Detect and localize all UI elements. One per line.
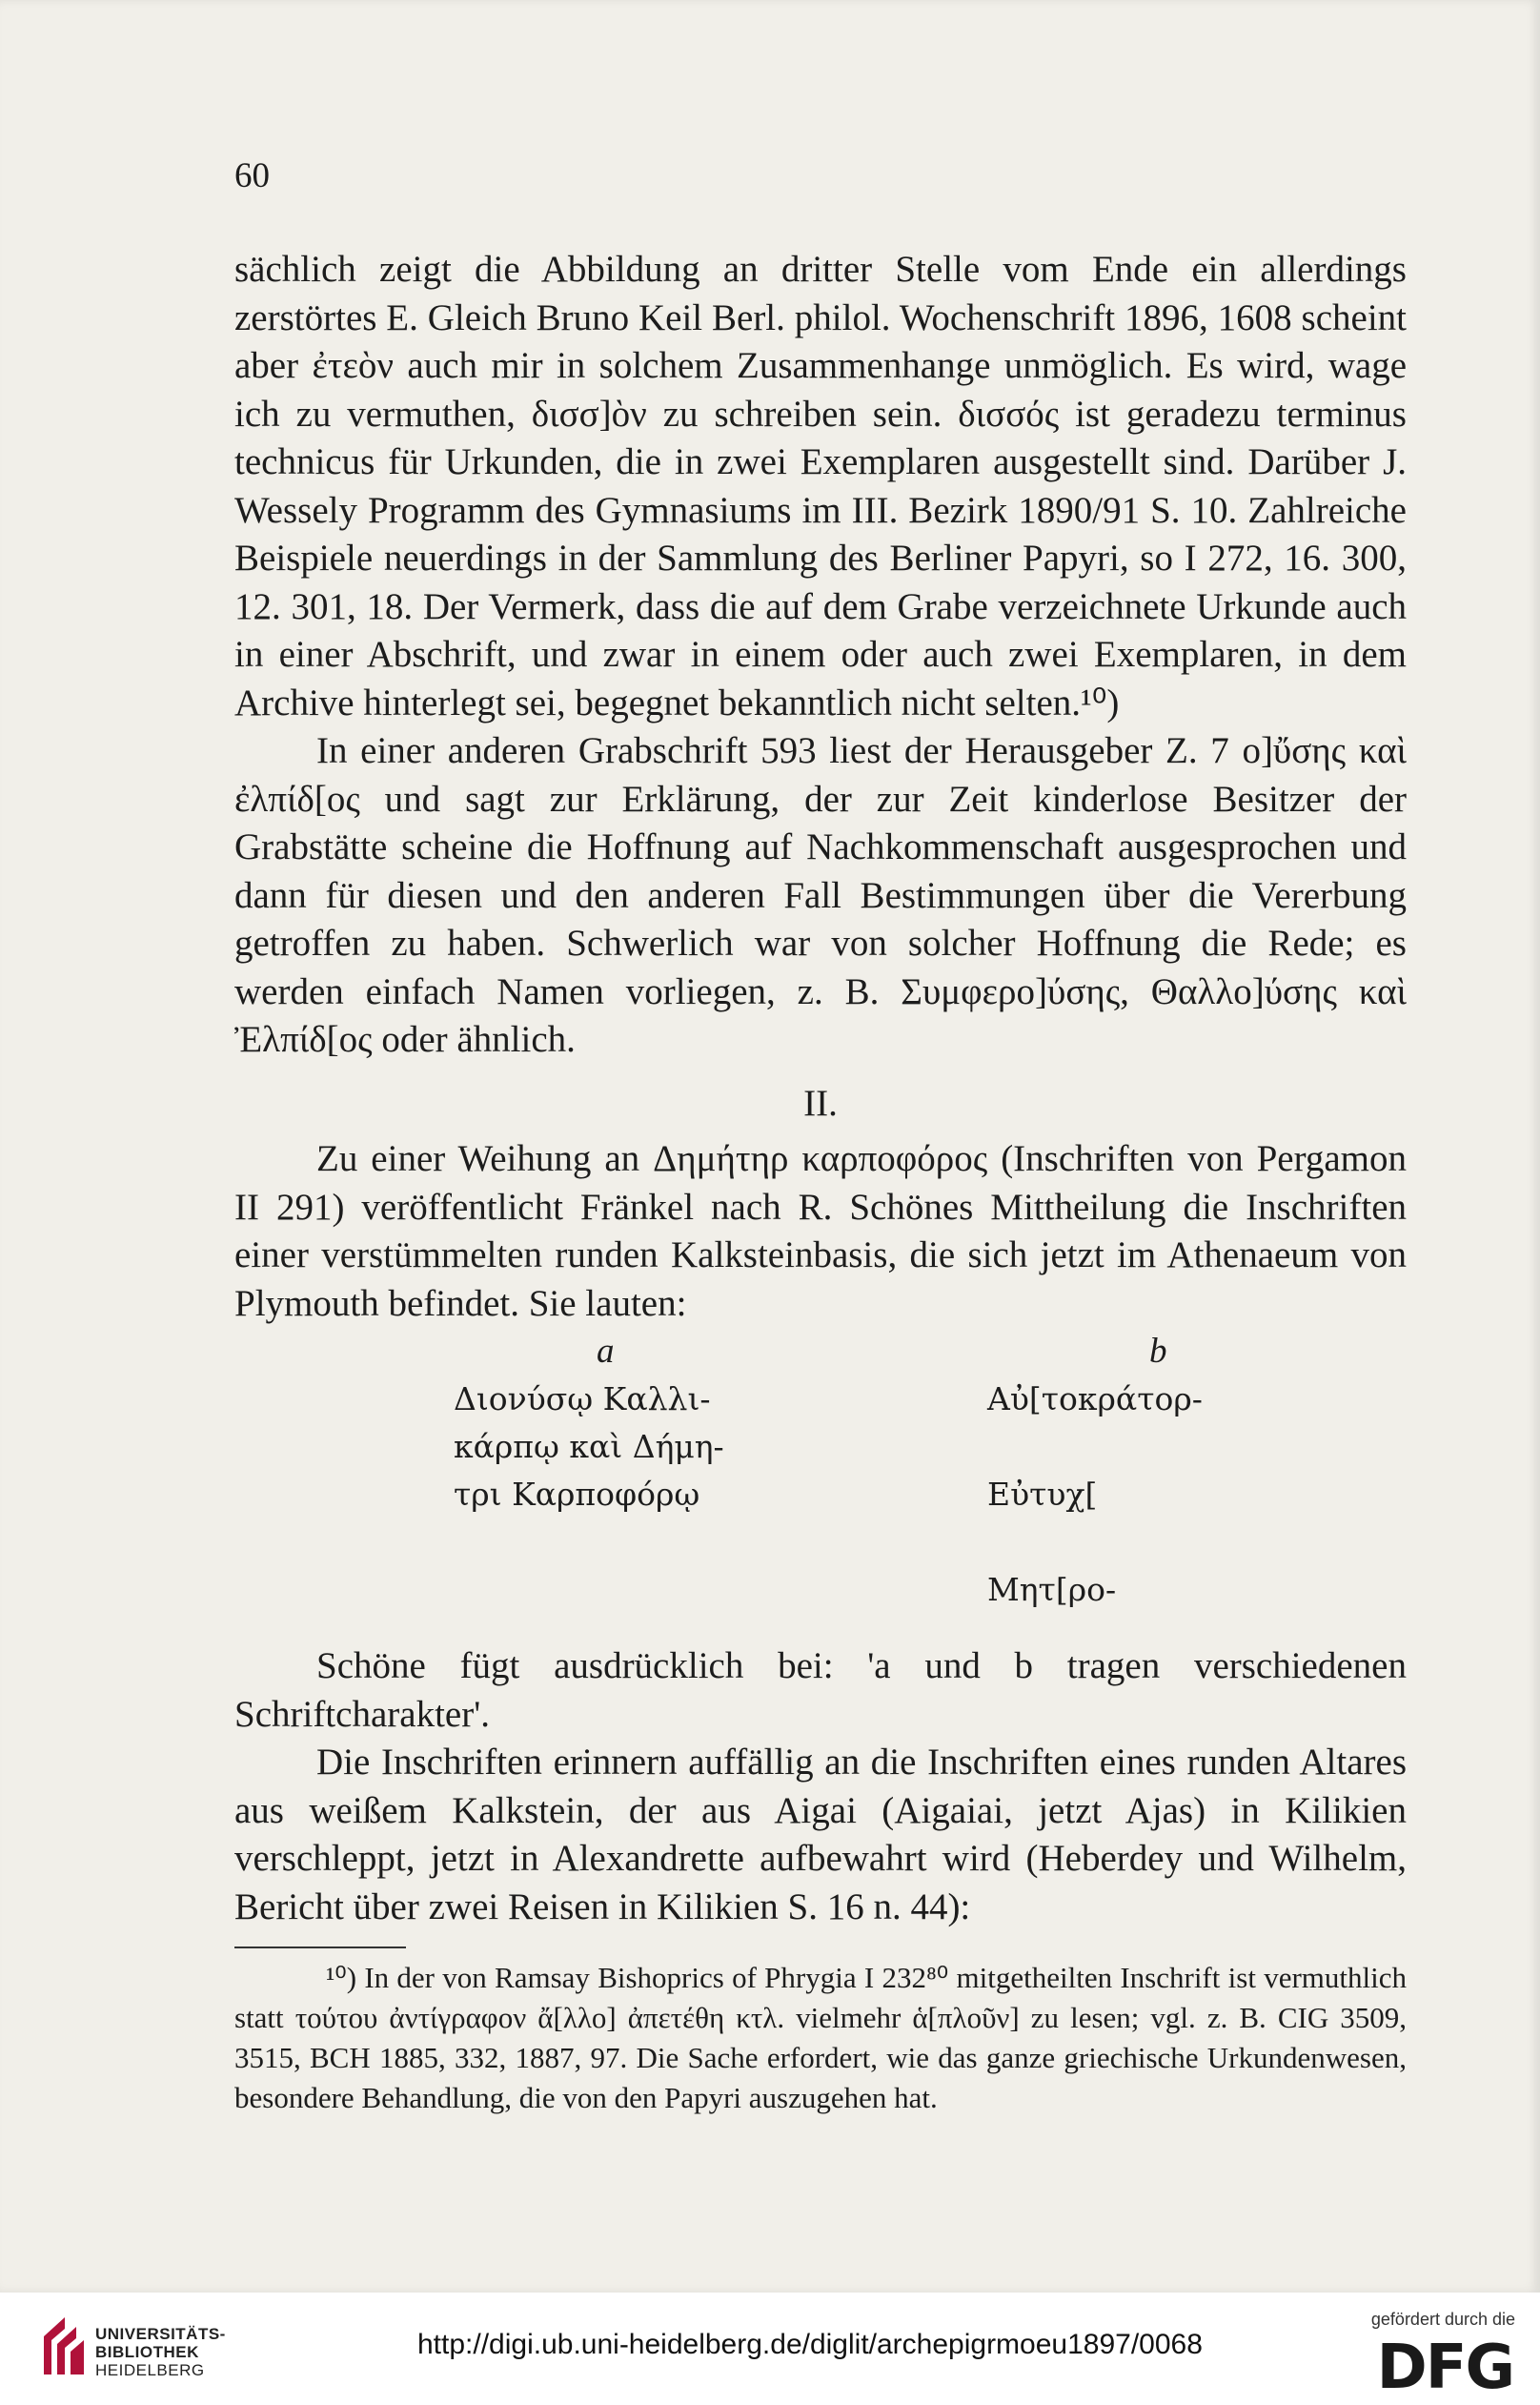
inscription-a-line: τρι Καρποφόρῳ <box>454 1476 700 1513</box>
paragraph-schoene: Schöne fügt ausdrücklich bei: 'a und b tragen verschiedenen Schriftcharakter'. <box>234 1645 1407 1735</box>
inscription-b-line: Εὐτυχ[ <box>987 1476 1098 1513</box>
library-logo-icon <box>38 2312 88 2378</box>
library-name: UNIVERSITÄTS- BIBLIOTHEK HEIDELBERG <box>95 2325 226 2379</box>
inscription-a <box>454 1328 724 1518</box>
inscription-block <box>234 1328 1407 1642</box>
paragraph-1: sächlich zeigt die Abbildung an dritter Stelle vom Ende ein allerdings zerstörtes E. Gleich Bruno Keil Berl. philol. Wochenschrift 1896, 1608 scheint aber ἐτεὸν auch mir in solchem Zusammenhange unmöglich. Es wird, wage ich zu vermuthen, δισσ]ὸν zu schreiben sein. δισσός ist geradezu terminus technicus für Urkunden, die in zwei Exemplaren ausgestellt sind. Darüber J. Wessely Programm des Gymnasiums im III. Bezirk 1890/91 S. 10. Zahlreiche Beispiele neuerdings in der Sammlung des Berliner Papyri, so I 272, 16. 300, 12. 301, 18. Der Vermerk, dass die auf dem Grabe verzeichnete Urkunde auch in einer Abschrift, und zwar in einem oder auch zwei Exemplaren, in dem Archive hinterlegt sei, begegnet bekanntlich nicht selten.¹⁰) <box>234 249 1407 724</box>
inscription-b-label: b <box>1149 1332 1167 1371</box>
inscription-a-label: a <box>597 1332 615 1371</box>
footnote-rule <box>234 1946 406 1948</box>
permalink-url[interactable]: http://digi.ub.uni-heidelberg.de/diglit/archepigrmoeu1897/0068 <box>417 2329 1203 2360</box>
section-heading: II. <box>803 1082 838 1124</box>
inscription-b-line: Μητ[ρο- <box>987 1571 1117 1608</box>
main-text <box>234 246 1407 2118</box>
page-number: 60 <box>234 156 270 195</box>
inscription-b <box>987 1328 1203 1614</box>
dfg-logo: DFG <box>1376 2333 1513 2403</box>
paragraph-weihung: Zu einer Weihung an Δημήτηρ καρποφόρος (Inschriften von Pergamon II 291) veröffentlicht Fränkel nach R. Schönes Mittheilung die Inschriften einer verstümmelten runden Kalksteinbasis, die sich jetzt im Athenaeum von Plymouth befindet. Sie lauten: <box>234 1138 1407 1324</box>
funded-by-label: gefördert durch die <box>1370 2310 1515 2329</box>
viewer-footer <box>0 2293 1540 2405</box>
paragraph-aigai: Die Inschriften erinnern auffällig an die Inschriften eines runden Altares aus weißem Kalkstein, der aus Aigai (Aigaiai, jetzt Ajas) in Kilikien verschleppt, jetzt in Alexandrette aufbewahrt wird (Heberdey und Wilhelm, Bericht über zwei Reisen in Kilikien S. 16 n. 44): <box>234 1742 1407 1927</box>
inscription-a-line: Διονύσῳ Καλλι- <box>454 1380 711 1417</box>
inscription-b-line: Αὐ[τοκράτορ- <box>987 1380 1203 1417</box>
footnote-10: ¹⁰) In der von Ramsay Bishoprics of Phrygia I 232⁸⁰ mitgetheilten Inschrift ist vermuthlich statt τούτου ἀντίγραφον ἄ[λλο] ἀπετέθη κτλ. vielmehr ἁ[πλοῦν] zu lesen; vgl. z. B. CIG 3509, 3515, BCH 1885, 332, 1887, 97. Die Sache erfordert, wie das ganze griechische Urkundenwesen, besondere Behandlung, die von den Papyri auszugehen hat. <box>234 1961 1407 2114</box>
inscription-a-line: κάρπῳ καὶ Δήμη- <box>454 1428 724 1465</box>
paragraph-2: In einer anderen Grabschrift 593 liest der Herausgeber Z. 7 ο]ὔσης καὶ ἐλπίδ[ος und sagt zur Erklärung, der zur Zeit kinderlose Besitzer der Grabstätte scheine die Hoffnung auf Nachkommenschaft ausgesprochen und dann für diesen und den anderen Fall Bestimmungen über die Vererbung getroffen zu haben. Schwerlich war von solcher Hoffnung die Rede; es werden einfach Namen vorliegen, z. B. Συμφερο]ύσης, Θαλλο]ύσης καὶ Ἐλπίδ[ος oder ähnlich. <box>234 730 1407 1060</box>
footnote <box>234 1958 1407 2118</box>
